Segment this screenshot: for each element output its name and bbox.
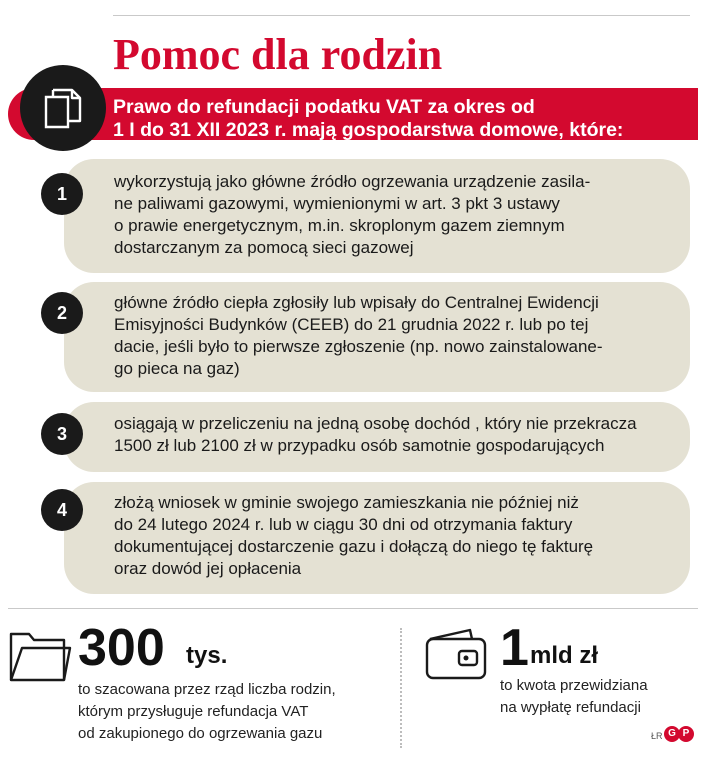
item-line: dacie, jeśli było to pierwsze zgłoszenie (np. nowo zainstalowane- [114, 337, 603, 356]
page-title: Pomoc dla rodzin [113, 30, 443, 79]
item-number-badge: 4 [41, 489, 83, 531]
item-text [114, 413, 674, 457]
stat-unit: mld zł [530, 642, 599, 669]
banner-line: Prawo do refundacji podatku VAT za okres od [113, 96, 535, 118]
item-number-badge: 2 [41, 292, 83, 334]
item-number-badge: 3 [41, 413, 83, 455]
stat-unit: tys. [186, 642, 228, 669]
banner-line: 1 I do 31 XII 2023 r. mają gospodarstwa domowe, które: [113, 119, 624, 141]
top-rule [113, 15, 690, 16]
documents-icon [42, 85, 84, 131]
item-line: o prawie energetycznym, m.in. skroplonym gazem ziemnym [114, 216, 565, 235]
banner-text [113, 96, 693, 142]
folder-icon [8, 626, 72, 684]
stat-description [78, 679, 336, 745]
publisher-logo: P [678, 726, 694, 742]
publisher-logo: G [664, 726, 680, 742]
item-line: ne paliwami gazowymi, wymienionymi w art. 3 pkt 3 ustawy [114, 194, 560, 213]
stat-line: to szacowana przez rząd liczba rodzin, [78, 681, 336, 698]
list-item [64, 482, 690, 594]
item-number-badge: 1 [41, 173, 83, 215]
list-item [64, 282, 690, 392]
item-text [114, 292, 674, 380]
item-line: główne źródło ciepła zgłosiły lub wpisały do Centralnej Ewidencji [114, 293, 599, 312]
stats-divider [400, 628, 402, 748]
item-line: Emisyjności Budynków (CEEB) do 21 grudnia 2022 r. lub po tej [114, 315, 589, 334]
stat-value: 1 [500, 619, 529, 677]
stat-value: 300 [78, 619, 165, 677]
list-item [64, 159, 690, 273]
item-line: osiągają w przeliczeniu na jedną osobę dochód , który nie przekracza [114, 414, 637, 433]
item-line: go pieca na gaz) [114, 359, 240, 378]
item-line: 1500 zł lub 2100 zł w przypadku osób samotnie gospodarujących [114, 436, 605, 455]
item-line: dokumentującej dostarczenie gazu i dołączą do niego tę fakturę [114, 537, 594, 556]
stat-line: od zakupionego do ogrzewania gazu [78, 725, 323, 742]
stat-description [500, 675, 648, 719]
section-divider [8, 608, 698, 609]
item-text [114, 492, 674, 580]
author-credit: ŁR [651, 731, 663, 741]
wallet-icon [424, 627, 490, 681]
stat-line: na wypłatę refundacji [500, 699, 641, 716]
stat-line: którym przysługuje refundacja VAT [78, 703, 309, 720]
list-item [64, 402, 690, 472]
item-line: do 24 lutego 2024 r. lub w ciągu 30 dni od otrzymania faktury [114, 515, 573, 534]
documents-badge [20, 65, 106, 151]
item-line: dostarczanym za pomocą sieci gazowej [114, 238, 414, 257]
item-line: wykorzystują jako główne źródło ogrzewania urządzenie zasila- [114, 172, 591, 191]
stat-line: to kwota przewidziana [500, 677, 648, 694]
item-text [114, 171, 674, 259]
item-line: złożą wniosek w gminie swojego zamieszkania nie później niż [114, 493, 579, 512]
item-line: oraz dowód jej opłacenia [114, 559, 302, 578]
